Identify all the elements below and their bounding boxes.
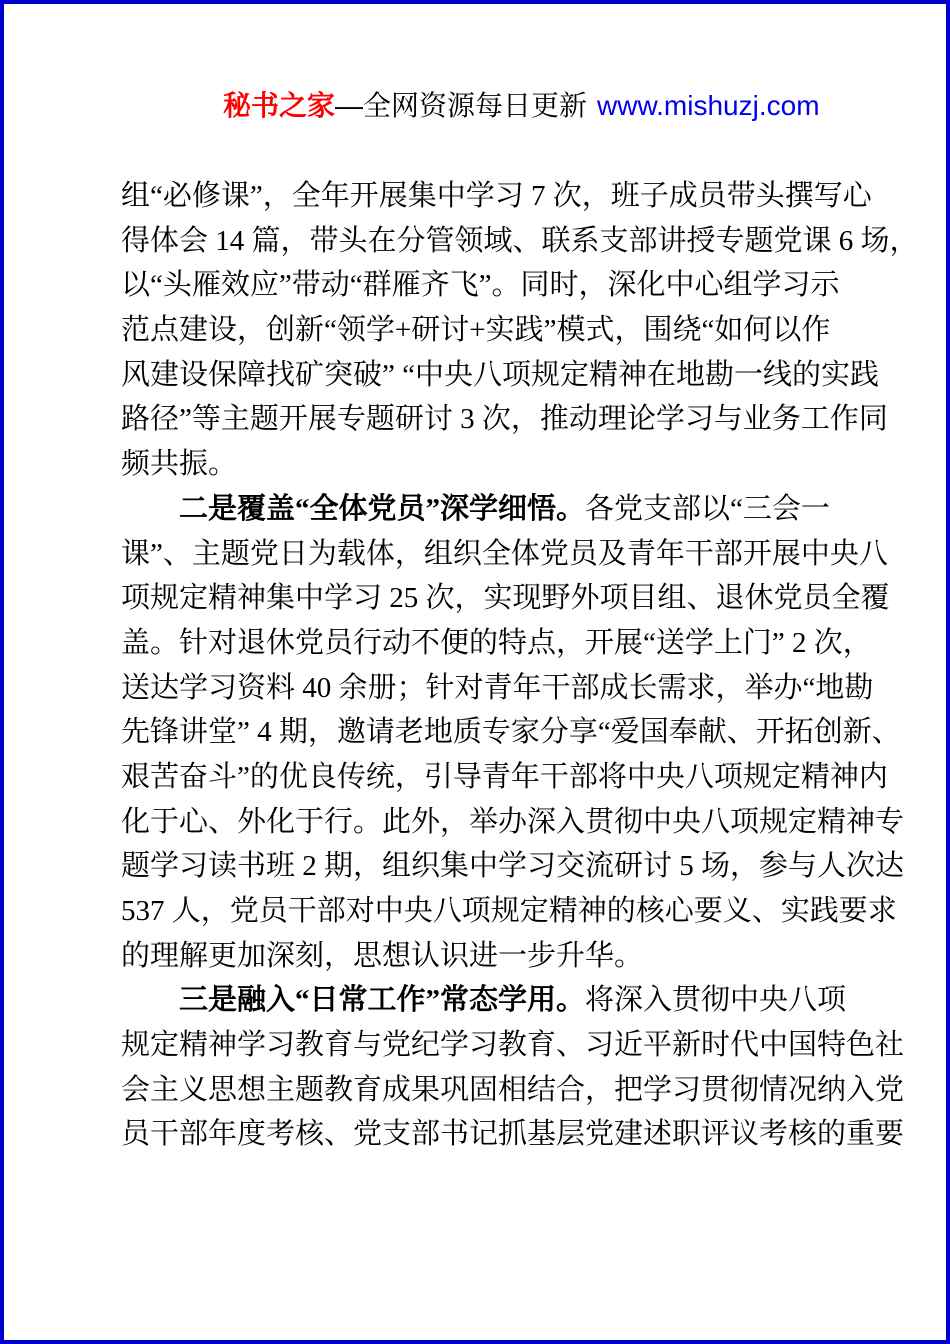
text-segment: 范点建设，创新“领学+研讨+实践”模式，围绕“如何以作	[121, 314, 831, 347]
text-segment: 先锋讲堂” 4 期，邀请老地质专家分享“爱国奉献、开拓创新、	[121, 716, 901, 749]
text-line	[121, 934, 846, 979]
text-segment: 组“必修课”，全年开展集中学习 7 次，班子成员带头撰写心	[121, 180, 872, 212]
text-line	[121, 1112, 905, 1157]
document-body	[121, 174, 919, 1157]
site-header	[223, 88, 820, 124]
text-line	[121, 889, 897, 934]
text-line	[121, 308, 846, 353]
text-segment: 盖。针对退休党员行动不便的特点，开展“送学上门” 2 次，	[121, 626, 872, 659]
text-line	[121, 978, 846, 1023]
text-line	[121, 1068, 905, 1113]
header-separator: —	[335, 90, 364, 121]
text-line	[121, 621, 872, 666]
text-segment: 项规定精神集中学习 25 次，实现野外项目组、退休党员全覆	[121, 582, 890, 615]
text-segment: 送达学习资料 40 余册；针对青年干部成长需求，举办“地勘	[121, 671, 874, 704]
text-line	[121, 263, 846, 308]
text-segment: 537 人，党员干部对中央八项规定精神的核心要义、实践要求	[121, 895, 897, 927]
text-segment: 规定精神学习教育与党纪学习教育、习近平新时代中国特色社	[121, 1029, 905, 1062]
site-url[interactable]: www.mishuzj.com	[597, 90, 820, 121]
text-line	[121, 174, 872, 219]
text-segment: 课”、主题党日为载体，组织全体党员及青年干部开展中央八	[121, 537, 888, 570]
text-segment: 将深入贯彻中央八项	[585, 984, 847, 1017]
site-tagline: 全网资源每日更新	[363, 90, 588, 121]
text-line	[121, 532, 888, 577]
text-segment: 化于心、外化于行。此外，举办深入贯彻中央八项规定精神专	[121, 805, 905, 838]
site-name: 秘书之家	[223, 90, 336, 121]
text-line	[121, 666, 874, 711]
text-segment: 会主义思想主题教育成果巩固相结合，把学习贯彻情况纳入党	[121, 1073, 905, 1106]
text-line	[121, 755, 888, 800]
text-line	[121, 487, 846, 532]
text-line	[121, 1023, 905, 1068]
text-segment: 员干部年度考核、党支部书记抓基层党建述职评议考核的重要	[121, 1118, 905, 1151]
text-line	[121, 576, 890, 621]
text-segment: 路径”等主题开展专题研讨 3 次，推动理论学习与业务工作同	[121, 403, 888, 436]
text-segment: 题学习读书班 2 期，组织集中学习交流研讨 5 场，参与人次达	[121, 850, 905, 883]
text-line	[121, 710, 901, 755]
text-line	[121, 442, 846, 487]
text-line	[121, 397, 888, 442]
text-segment: 艰苦奋斗”的优良传统，引导青年干部将中央八项规定精神内	[121, 760, 888, 793]
text-line	[121, 800, 905, 845]
paragraph-lead: 三是融入“日常工作”常态学用。	[179, 984, 586, 1017]
text-line	[121, 219, 919, 264]
text-segment: 频共振。	[121, 448, 238, 481]
text-segment: 的理解更加深刻，思想认识进一步升华。	[121, 939, 644, 972]
text-line	[121, 844, 905, 889]
text-segment: 各党支部以“三会一	[585, 492, 830, 525]
paragraph-lead: 二是覆盖“全体党员”深学细悟。	[179, 492, 586, 525]
text-segment: 得体会 14 篇，带头在分管领域、联系支部讲授专题党课 6 场，	[121, 224, 919, 257]
text-segment: 以“头雁效应”带动“群雁齐飞”。同时，深化中心组学习示	[121, 269, 840, 302]
text-line	[121, 353, 879, 398]
text-segment: 风建设保障找矿突破” “中央八项规定精神在地勘一线的实践	[121, 358, 879, 391]
